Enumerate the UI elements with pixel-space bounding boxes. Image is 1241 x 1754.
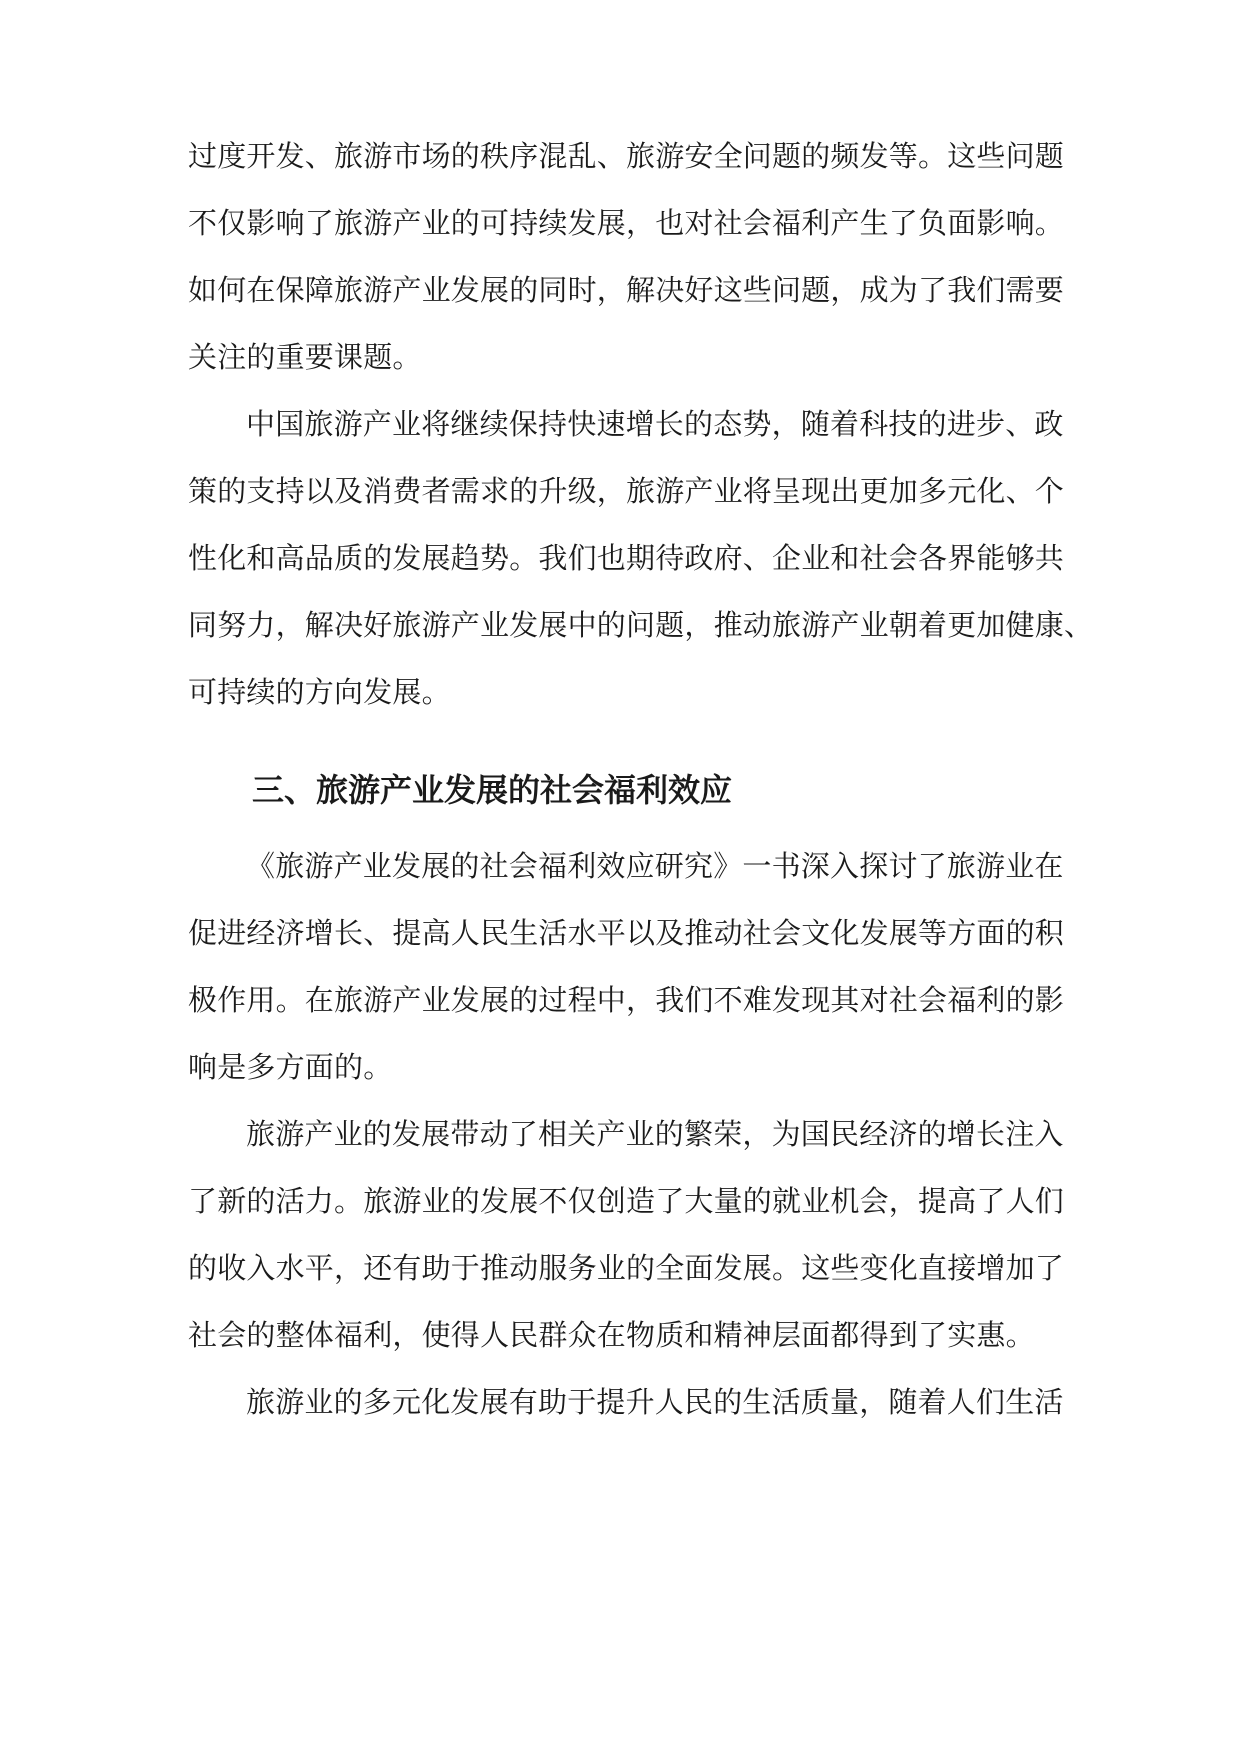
paragraph-line: 促进经济增长、提高人民生活水平以及推动社会文化发展等方面的积 [188,916,1065,950]
document-page [188,0,1094,1754]
paragraph-line: 过度开发、旅游市场的秩序混乱、旅游安全问题的频发等。这些问题 [188,139,1065,173]
paragraph-line: 了新的活力。旅游业的发展不仅创造了大量的就业机会，提高了人们 [188,1184,1065,1218]
paragraph-line: 性化和高品质的发展趋势。我们也期待政府、企业和社会各界能够共 [188,541,1065,575]
paragraph-line: 极作用。在旅游产业发展的过程中，我们不难发现其对社会福利的影 [188,983,1065,1017]
paragraph-line: 《旅游产业发展的社会福利效应研究》一书深入探讨了旅游业在 [246,849,1064,883]
paragraph-line: 关注的重要课题。 [188,340,422,374]
paragraph-line: 策的支持以及消费者需求的升级，旅游产业将呈现出更加多元化、个 [188,474,1065,508]
paragraph-line: 旅游产业的发展带动了相关产业的繁荣，为国民经济的增长注入 [246,1117,1064,1151]
paragraph-line: 如何在保障旅游产业发展的同时，解决好这些问题，成为了我们需要 [188,273,1065,307]
paragraph-line: 的收入水平，还有助于推动服务业的全面发展。这些变化直接增加了 [188,1251,1065,1285]
paragraph-line: 不仅影响了旅游产业的可持续发展，也对社会福利产生了负面影响。 [188,206,1065,240]
paragraph-line: 同努力，解决好旅游产业发展中的问题，推动旅游产业朝着更加健康、 [188,608,1094,642]
paragraph-line: 社会的整体福利，使得人民群众在物质和精神层面都得到了实惠。 [188,1318,1035,1352]
paragraph-line: 中国旅游产业将继续保持快速增长的态势，随着科技的进步、政 [246,407,1064,441]
paragraph-line: 旅游业的多元化发展有助于提升人民的生活质量，随着人们生活 [246,1385,1064,1419]
section-heading: 三、旅游产业发展的社会福利效应 [252,771,733,809]
paragraph-line: 可持续的方向发展。 [188,675,451,709]
paragraph-line: 响是多方面的。 [188,1050,393,1084]
